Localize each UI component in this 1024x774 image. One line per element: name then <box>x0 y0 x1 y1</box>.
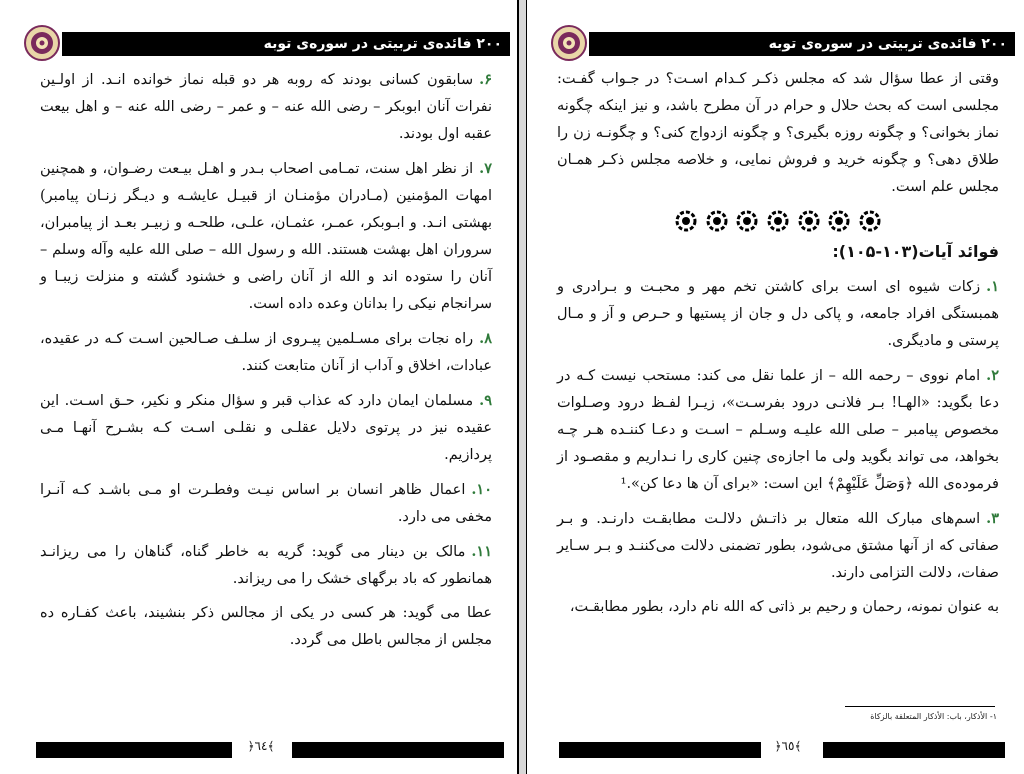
list-item <box>40 66 492 148</box>
ornament-divider <box>557 208 999 234</box>
item-number: ۷. <box>479 160 492 177</box>
rosette-emblem-icon <box>551 25 587 61</box>
footer-bar-right <box>292 742 504 758</box>
item-text: سابقون کسانی بودند که روبه هر دو قبله نماز خوانده انـد. از اولـین نفرات آنان ابوبکر – رضی الله عنه – و عمر – رضی الله عنه – و اهل بیعت عقبه اول بودند. <box>40 72 492 142</box>
footnote: ۱- الأذکار، باب: الأذکار المتعلقة بالزکاة <box>870 712 997 721</box>
item-text: عطا می گوید: هر کسی در یکی از مجالس ذکر بنشیند، باعث کفـاره ده مجلس از مجالس باطل می گردد. <box>40 605 492 648</box>
page-header-title: ۲۰۰ فائده‌ی تربیتی در سوره‌ی توبه <box>62 32 510 56</box>
footer-bar-right <box>823 742 1005 758</box>
rosette-emblem-icon <box>24 25 60 61</box>
list-item <box>40 476 492 531</box>
item-number: ۱۰. <box>471 481 492 498</box>
item-text: مسلمان ایمان دارد که عذاب قبر و سؤال منکر و نکیر، حـق اسـت. این عقیده نیز در پرتوی دلایل عقلـی و نقلـی اسـت کـه بشـرح آنهـا مـی پردازیم. <box>40 393 492 463</box>
list-item <box>40 387 492 469</box>
list-item <box>40 155 492 318</box>
left-body-text <box>40 66 492 661</box>
flower-ornament-icon <box>675 210 697 232</box>
footer-bar-left <box>36 742 232 758</box>
page-number: ﴿٦٤﴾ <box>247 739 275 753</box>
item-text: زکات شیوه ای است برای کاشتن تخم مهر و محبـت و بـرادری و همبستگی افراد جامعه، و پاکی دل و جان از پستیها و حـرص و آز و مـال پرستی و مادیگری. <box>557 279 999 349</box>
flower-ornament-icon <box>706 210 728 232</box>
item-text: مالک بن دینار می گوید: گریه به خاطر گناه، گناهان را می ریزانـد همانطور که باد برگهای خشک را می ریزاند. <box>40 544 492 587</box>
flower-ornament-icon <box>736 210 758 232</box>
flower-ornament-icon <box>798 210 820 232</box>
item-text: اعمال ظاهر انسان بر اساس نیـت وفطـرت او مـی باشـد کـه آنـرا مخفی می دارد. <box>40 482 492 525</box>
list-item <box>40 538 492 593</box>
item-number: ۳. <box>986 510 999 527</box>
flower-ornament-icon <box>767 210 789 232</box>
item-number: ۶. <box>479 71 492 88</box>
item-number: ۹. <box>479 392 492 409</box>
footer-bar-left <box>559 742 761 758</box>
item-text: از نظر اهل سنت، تمـامی اصحاب بـدر و اهـل بیـعت رضـوان، و همچنین امهات المؤمنین (مـادران مؤمنـان از قبیـل عایشـه و دیـگر زنـان پیامبر) بهشتی انـد. و ابـوبکر، عمـر، عثمـان، علـی، طلحـه و زبیـر بعـد از پیامبران، سروران اهل بهشت هستند. الله و رسول الله – صلی الله علیه وآله وسلم – آنان را ستوده اند و الله از آنان راضی و خشنود گشته و منزلت زیبـا و سرانجام نیکی را بدانان وعده داده است. <box>40 161 492 312</box>
page-number: ﴿٦٥﴾ <box>774 739 802 753</box>
item-number: ۲. <box>986 367 999 384</box>
right-page <box>527 0 1024 774</box>
flower-ornament-icon <box>828 210 850 232</box>
item-text: اسم‌های مبارک الله متعال بر ذاتـش دلالـت مطابقـت دارنـد. و بـر صفاتی که از آنها مشتق می‌شود، بطور تضمنی دلالت می‌کننـد و بـر سـایر صفات، دلالت التزامی دارند. <box>557 511 999 581</box>
list-item <box>557 594 999 621</box>
item-number: ۸. <box>479 330 492 347</box>
list-item <box>40 600 492 654</box>
list-item <box>557 362 999 498</box>
intro-paragraph: وقتی از عطا سؤال شد که مجلس ذکـر کـدام اسـت؟ در جـواب گفـت: مجلسی است که بحث حلال و حرام در آن مطرح باشد، و نیز اینکه چگونه نماز بخوانی؟ و چگونه روزه بگیری؟ و چگونه ازدواج کنی؟ و چگونـه زن را طلاق دهی؟ و چگونه خرید و فروش نمایی، و خلاصه مجلس ذکـر همـان مجلس علم است. <box>557 71 999 195</box>
item-text: امام نووی – رحمه الله – از علما نقل می کند: مستحب نیست کـه در دعا بگوید: «الهـا! بـر فلانـی درود بفرسـت»، زیـرا لفـظ درود وصـلوات مخصوص پیامبر – صلی الله علیـه وسـلم – اسـت و دعـا کننـده هـر چـه بخواهد، می تواند بگوید ولی ما اجازه‌ی چنین کاری را نـداریم و مقصـود از فرموده‌ی الله ﴿وَصَلِّ عَلَيْهِمْ﴾ این است: «برای آن ها دعا کن».¹ <box>557 368 999 492</box>
item-number: ۱۱. <box>471 543 492 560</box>
right-body-text <box>557 66 999 628</box>
list-item <box>557 505 999 587</box>
page-header-title: ۲۰۰ فائده‌ی تربیتی در سوره‌ی توبه <box>589 32 1015 56</box>
item-number: ۱. <box>986 278 999 295</box>
list-item <box>40 325 492 380</box>
item-text: به عنوان نمونه، رحمان و رحیم بر ذاتی که الله نام دارد، بطور مطابقـت، <box>569 599 999 615</box>
item-text: راه نجات برای مسـلمین پیـروی از سلـف صـالحین اسـت کـه در عقیده، عبادات، اخلاق و آداب از آنان متابعت کنند. <box>40 331 492 374</box>
footnote-divider <box>845 706 995 707</box>
list-item <box>557 273 999 355</box>
flower-ornament-icon <box>859 210 881 232</box>
section-heading: فوائد آیات(۱۰۳-۱۰۵): <box>832 242 999 261</box>
